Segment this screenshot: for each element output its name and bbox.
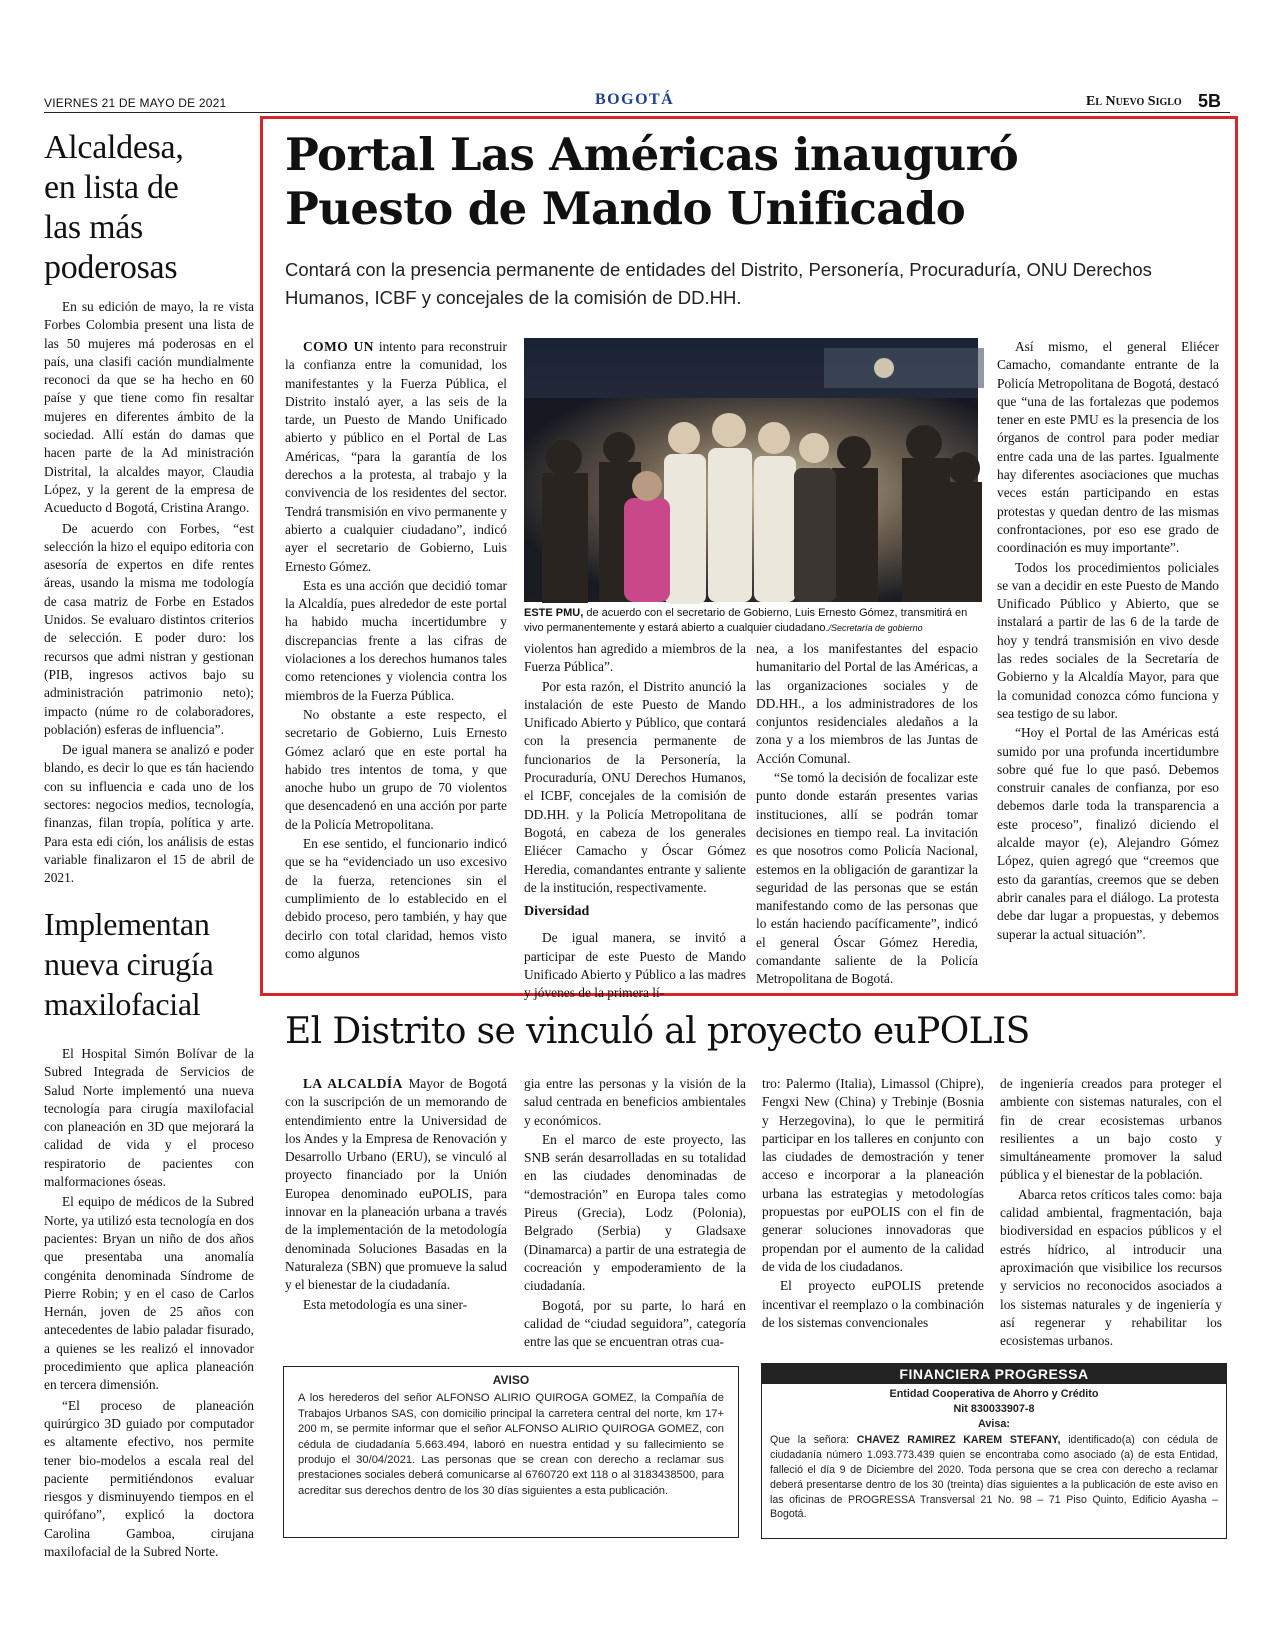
second-article-title: El Distrito se vinculó al proyecto euPOLIS — [285, 1011, 1030, 1052]
paragraph: De igual manera se analizó e poder blando, es decir lo que es tán haciendo con su influencia e cada uno de los sectores: negocios medios, tecnología, finanzas, filan tropía, política y arte. Para esta edi ción, los análisis de estas variable finalizaron el 15 de abril de 2021. — [44, 742, 254, 886]
news-photo — [524, 338, 978, 602]
subheading: Diversidad — [524, 904, 590, 920]
financiera-body-text: identificado(a) con cédula de ciudadanía número 1.093.773.439 quien se encontraba como asociado (a) de esta Entidad, falleció el día 9 de Diciembre del 2020. Toda persona que se crea con derecho a reclamar deberá presentarse dentro de los 30 (treinta) días siguientes a la publicación de este aviso en las oficinas de PROGRESSA Transversal 21 No. 98 – 71 Piso Quinto, Edificio Ayasha – Bogotá. — [770, 1434, 1218, 1521]
paragraph: En ese sentido, el funcionario indicó que se ha “evidenciado un uso excesivo de la fuerza, retenciones sin el cumplimiento de lo establecido en el debido proceso, pero también, y hay que decirlo con total claridad, hemos visto como algunos — [285, 836, 507, 961]
paragraph: En el marco de este proyecto, las SNB serán desarrolladas en su totalidad en las ciudades denominadas de “demostración” en Europa tales como Pireus (Grecia), Lodz (Polonia), Belgrado (Serbia) y Gladsaxe (Dinamarca) a partir de una estrategia de cocreación y empoderamiento de la ciudadanía. — [524, 1131, 746, 1294]
paragraph: “El proceso de planeación quirúrgico 3D guiado por computador es altamente efectivo, nos permite tener bio-modelos a escala real del paciente permitiéndonos evaluar riesgos y disminuyendo tiempos en el quirófano”, explicó la doctora Carolina Gamboa, cirujana maxilofacial de la Subred Norte. — [44, 1397, 254, 1560]
aviso-title: AVISO — [492, 1373, 530, 1387]
paragraph: gia entre las personas y la visión de la salud centrada en beneficios ambientales y económicos. — [524, 1076, 746, 1128]
paragraph: De acuerdo con Forbes, “est selección la hizo el equipo editoria con asesoría de expertos en dife rentes áreas, usando la misma me todología de casa matriz de Forbe en Estados Unidos. Se evaluaro distintos criterios de selección. E poder duro: los recursos que admi nistran y gestionan (PIB, ingresos activos bajo su administración patrimonio neto); impacto (núme ro de colaboradores, población) esferas de influencia”. — [44, 520, 254, 737]
paragraph: Esta metodología es una siner- — [303, 1296, 468, 1312]
left-story1-body — [44, 298, 254, 906]
financiera-notice-box — [761, 1363, 1227, 1539]
photo-caption — [524, 606, 978, 635]
newspaper-name: El Nuevo Siglo — [1086, 94, 1182, 109]
paragraph: De igual manera, se invitó a participar de este Puesto de Mando Unificado Abierto y Público a las madres y jóvenes de la primera lí- — [524, 930, 746, 1001]
paragraph: “Hoy el Portal de las Américas está sumido por una profunda incertidumbre sobre qué fue lo que pasó. Debemos construir canales de confianza, por eso debemos darle toda la transparencia a este proceso”, finalizó diciendo el alcalde mayor (e), Alejandro Gómez López, quien agregó que “creemos que esto da garantías, creemos que se deben abrir canales para el diálogo. La protesta debe dar lugar a propuestas, y debemos superar la actual situación”. — [997, 725, 1219, 942]
financiera-nit: Nit 830033907-8 — [953, 1402, 1035, 1415]
financiera-body-intro: Que la señora: — [770, 1434, 857, 1447]
paragraph: de ingeniería creados para proteger el ambiente con sistemas naturales, con el fin de crear ecosistemas urbanos resilientes a un bajo costo y simultáneamente promover la salud pública y el bienestar de la población. — [1000, 1076, 1222, 1183]
paragraph: El equipo de médicos de la Subred Norte, ya utilizó esta tecnología en dos pacientes: Bryan un niño de dos años que presentaba una anomalía congénita denominada Síndrome de Pierre Robin; y en el caso de Carlos Hernán, joven de 25 años con antecedentes de labio paladar fisurado, a quienes se les realizó el innovador procedimiento que aplica planeación en tercera dimensión. — [44, 1194, 254, 1393]
crowd-photo-illustration — [524, 338, 978, 602]
paragraph: Todos los procedimientos policiales se van a decidir en este Puesto de Mando Unificado Público y Abierto, que se instalará a partir de las 6 de la tarde de hoy y tendrá transmisión en vivo desde las redes sociales de la Secretaría de Gobierno y la Alcaldía Mayor, para que la comunidad conozca cómo funciona y sea testigo de su labor. — [997, 559, 1219, 721]
feature-column-4 — [997, 338, 1219, 988]
second-column-4 — [1000, 1075, 1222, 1353]
feature-title: Portal Las Américas inauguró Puesto de Mando Unificado — [285, 128, 1019, 235]
aviso-text: A los herederos del señor ALFONSO ALIRIO QUIROGA GOMEZ, la Compañía de Trabajos Urbanos SAS, con domicilio principal la carretera central del norte, km 17+ 200 m, se permite informar que el señor ALFONSO ALIRIO QUIROGA GOMEZ, con cédula de ciudadanía 5.663.494, laboró en nuestra entidad y su fallecimiento se produjo el 30/04/2021. Las personas que se crean con derecho a reclamar sus prestaciones sociales deberá comunicarse al 6760720 ext 118 o al 3183438500, para acreditar sus derechos dentro de los 30 días siguientes a esta publicación. — [298, 1392, 724, 1497]
photo-credit: /Secretaría de gobierno — [828, 622, 923, 633]
financiera-subtitle: Entidad Cooperativa de Ahorro y Crédito — [889, 1388, 1099, 1400]
paragraph: El proyecto euPOLIS pretende incentivar el reemplazo o la combinación de los sistemas convencionales — [762, 1278, 984, 1330]
left-story2-body — [44, 1045, 254, 1645]
page-number: 5B — [1198, 91, 1222, 111]
header-rule — [44, 112, 1230, 113]
feature-column-2 — [524, 640, 746, 1001]
paragraph: tro: Palermo (Italia), Limassol (Chipre), Fengxi New (China) y Trebinje (Bosnia y Herzegovina), lo que le permitirá participar en los talleres en conjunto con las ciudades de demostración y tener acceso e incorporar a la planeación urbana las estrategias y metodologías propuestas por euPOLIS con el fin de generar soluciones innovadoras que propendan por el aumento de la calidad de vida de los ciudadanos. — [762, 1076, 984, 1274]
paragraph: Por esta razón, el Distrito anunció la instalación de este Puesto de Mando Unificado Abierto y Público, que contará con la presencia permanente de funcionarios de la Personería, la Procuraduría, ONU Derechos Humanos, el ICBF, concejales de la comisión de DD.HH. y la Policía Metropolitana de Bogotá, en cabeza de los generales Eliécer Camacho y Óscar Gómez Heredia, comandantes entrante y saliente de la institución, respectivamente. — [524, 678, 746, 895]
financiera-avisa: Avisa: — [977, 1417, 1010, 1430]
paragraph: violentos han agredido a miembros de la Fuerza Pública”. — [524, 641, 746, 675]
paragraph: Esta es una acción que decidió tomar la Alcaldía, pues alrededor de este portal ha habido mucha incertidumbre y discrepancias frente a las cifras de violaciones a los derechos humanos tales como retenciones y violencia contra los miembros de la Fuerza Pública. — [285, 577, 507, 703]
caption-lead: ESTE PMU, — [524, 607, 584, 619]
feature-subtitle: Contará con la presencia permanente de entidades del Distrito, Personería, Procuraduría, ONU Derechos Humanos, ICBF y concejales de la comisión de DD.HH. — [285, 259, 1152, 308]
paragraph: El Hospital Simón Bolívar de la Subred Integrada de Servicios de Salud Norte implementó una nueva tecnología para cirugía maxilofacial con planeación en 3D que mejorará la calidad de vida y el proceso respiratorio de pacientes con malformaciones óseas. — [44, 1046, 254, 1190]
second-column-1 — [285, 1075, 507, 1353]
lead-text: intento para reconstruir la confianza entre la comunidad, los manifestantes y la Fuerza Pública, el Distrito instaló ayer, a las seis de la tarde, un Puesto de Mando Unificado abierto y público en el Portal de Las Américas, “para la garantía de los derechos a la protesta, al trabajo y la convivencia de los residentes del sector. Tendrá transmisión en vivo permanente y abierto a cualquier ciudadano”, indicó ayer el secretario de Gobierno, Luis Ernesto Gómez. — [285, 339, 507, 574]
paragraph: nea, a los manifestantes del espacio humanitario del Portal de las Américas, a las organizaciones sociales y de DD.HH., a los administradores de los conjuntos residenciales aledaños a la zona y a los miembros de las Juntas de Acción Comunal. — [756, 641, 978, 766]
header-date: VIERNES 21 DE MAYO DE 2021 — [44, 96, 227, 110]
feature-column-3 — [756, 640, 978, 990]
paragraph: Bogotá, por su parte, lo hará en calidad de “ciudad seguidora”, categoría entre las que se encuentran otras cua- — [524, 1297, 746, 1350]
lead-text: Mayor de Bogotá con la suscripción de un memorando de entendimiento entre la Universidad de los Andes y la Empresa de Renovación y Desarrollo Urbano (ERU), se vinculó al proyecto financiado por la Unión Europea denominado euPOLIS, para innovar en la planeación urbana a través de la implementación de la metodología denominada Soluciones Basadas en la Naturaleza (SBN) que promueve la salud y el bienestar de la ciudadanía. — [285, 1076, 507, 1293]
left-story2-title: Implementan nueva cirugía maxilofacial — [44, 906, 214, 1022]
lead-in: LA ALCALDÍA — [303, 1076, 403, 1091]
second-column-2 — [524, 1075, 746, 1353]
financiera-title: FINANCIERA PROGRESSA — [762, 1364, 1226, 1384]
feature-column-1 — [285, 338, 507, 988]
caption-text: de acuerdo con el secretario de Gobierno, Luis Ernesto Gómez, transmitirá en vivo permanentemente y estará abierto a cualquier ciudadano. — [524, 607, 968, 634]
left-story1-title: Alcaldesa, en lista de las más poderosas — [44, 129, 184, 286]
lead-in: COMO UN — [303, 339, 374, 354]
paragraph: En su edición de mayo, la re vista Forbes Colombia present una lista de las 50 mujeres má poderosas en el país, una clasifi cación mundialmente reconoci da que se ha hecho en 60 paíse y que tiene como fin resaltar mujeres en diferentes ámbito de la sociedad. Allí están do damas que hacen parte de la Ad ministración Distrital, la alcaldes mayor, Claudia López, y la gerent de la empresa de Acueducto d Bogotá, Cristina Arango. — [44, 299, 254, 516]
second-column-3 — [762, 1075, 984, 1353]
paragraph: No obstante a este respecto, el secretario de Gobierno, Luis Ernesto Gómez aclaró que en este portal ha habido tres intentos de toma, y que anoche hubo un grupo de 70 violentos que desencadenó en una acción por parte de la Policía Metropolitana. — [285, 706, 507, 832]
section-label: BOGOTÁ — [595, 91, 675, 108]
financiera-body — [762, 1431, 1226, 1522]
paragraph: “Se tomó la decisión de focalizar este punto donde estarán presentes varias instituciones, allí se podrán tomar decisiones en tiempo real. La invitación es que nosotros como Policía Nacional, estemos en la obligación de garantizar la seguridad de las personas que se están manifestando como de las personas que lo están haciendo pacíficamente”, indicó el general Óscar Gómez Heredia, comandante saliente de la Policía Metropolitana de Bogotá. — [756, 770, 978, 987]
paragraph: Abarca retos críticos tales como: baja calidad ambiental, fragmentación, baja biodiversidad en espacios públicos y el estrés hídrico, al introducir una aproximación que visibilice los recursos y servicios no reconocidos asociados a los sistemas naturales y de ingeniería y así regenerar y rehabilitar los ecosistemas urbanos. — [1000, 1186, 1222, 1349]
paragraph: Así mismo, el general Eliécer Camacho, comandante entrante de la Policía Metropolitana de Bogotá, destacó que “una de las fortalezas que podemos tener en este PMU es la presencia de los órganos de control para poder mediar entre cada una de las partes. Igualmente hay diferentes asociaciones que muchas veces están participando en estas protestas y quedan dentro de las mismas confrontaciones, por eso ese grado de coordinación es muy importante”. — [997, 339, 1219, 556]
financiera-person-name: CHAVEZ RAMIREZ KAREM STEFANY, — [856, 1434, 1061, 1447]
aviso-notice-box — [283, 1366, 739, 1538]
